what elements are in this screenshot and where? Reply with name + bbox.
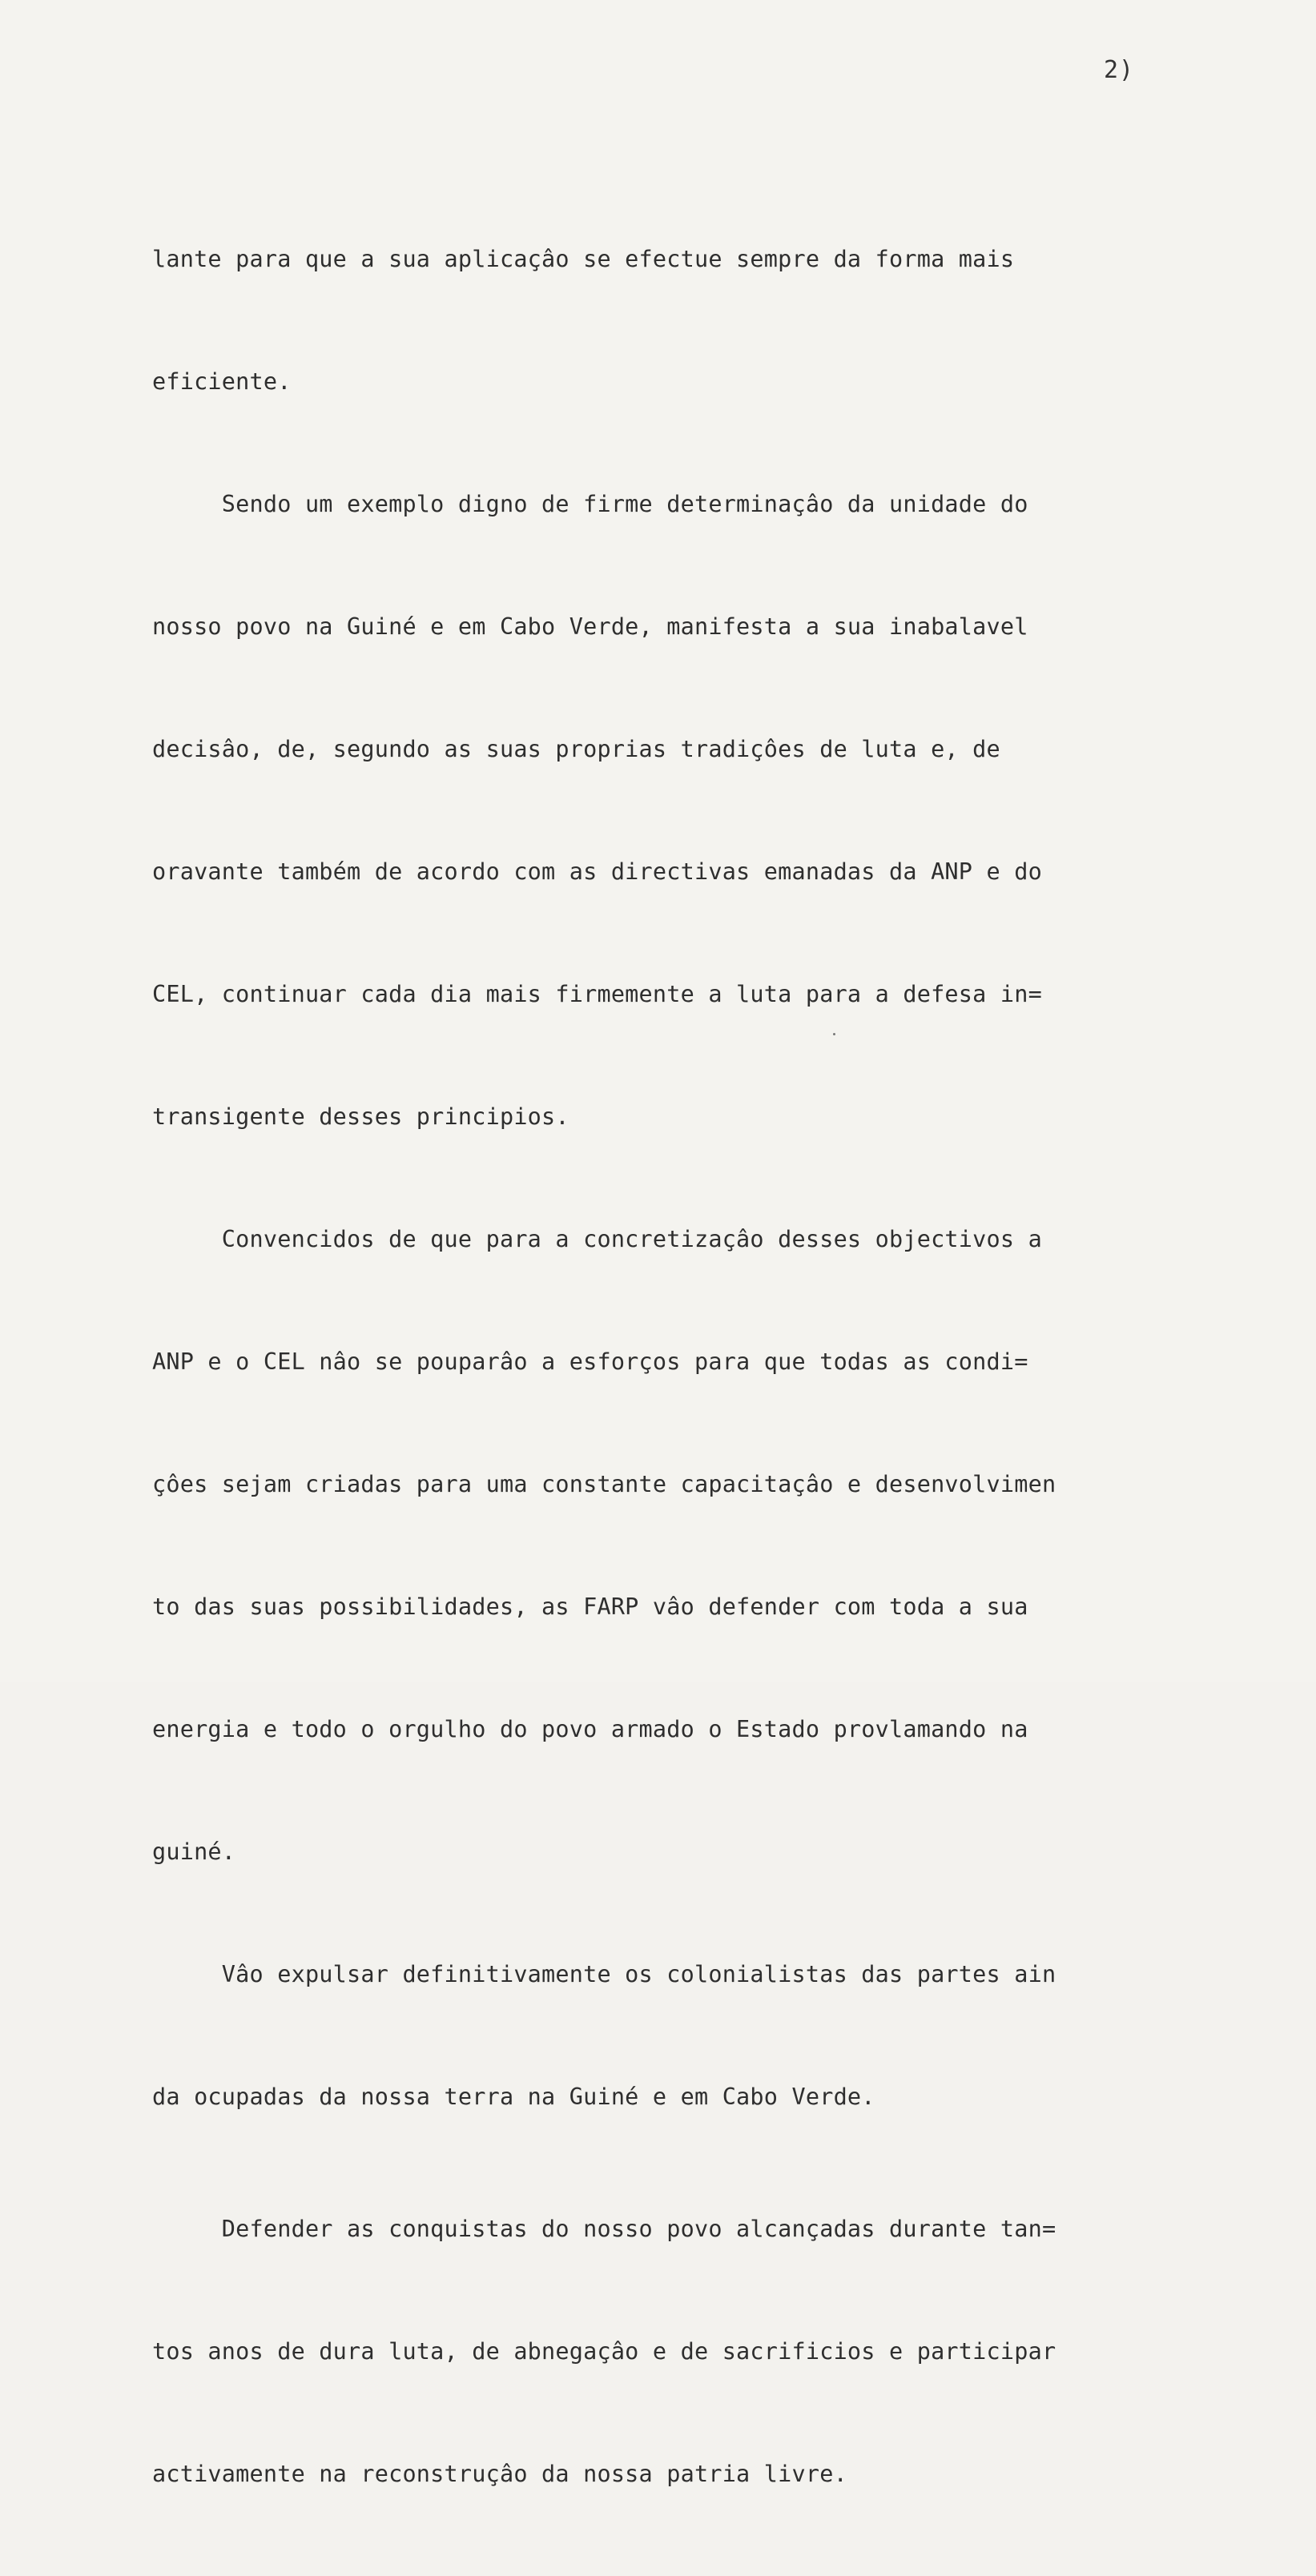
text-line: decisâo, de, segundo as suas proprias tradiçôes de luta e, de <box>152 736 1000 762</box>
text-line: transigente desses principios. <box>152 1103 569 1130</box>
text-line: energia e todo o orgulho do povo armado o Estado provlamando na <box>152 1716 1028 1742</box>
text-line: ANP e o CEL nâo se pouparâo a esforços para que todas as condi= <box>152 1348 1028 1375</box>
text-line: Defender as conquistas do nosso povo alcançadas durante tan= <box>152 2216 1056 2242</box>
text-line: eficiente. <box>152 368 292 395</box>
text-line: Sendo um exemplo digno de firme determinaçâo da unidade do <box>152 491 1028 517</box>
text-line: Vâo expulsar definitivamente os colonialistas das partes ain <box>152 1961 1056 1987</box>
text-line: to das suas possibilidades, as FARP vâo defender com toda a sua <box>152 1593 1028 1620</box>
text-line: activamente na reconstruçâo da nossa patria livre. <box>152 2461 847 2487</box>
page-number: 2) <box>1104 56 1135 84</box>
text-line: CEL, continuar cada dia mais firmemente a luta para a defesa in= <box>152 981 1042 1007</box>
text-line: çôes sejam criadas para uma constante capacitaçâo e desenvolvimen <box>152 1471 1056 1497</box>
text-line: guiné. <box>152 1839 236 1865</box>
text-line: oravante também de acordo com as directivas emanadas da ANP e do <box>152 858 1042 885</box>
text-line: da ocupadas da nossa terra na Guiné e em Cabo Verde. <box>152 2084 875 2110</box>
text-line: nosso povo na Guiné e em Cabo Verde, manifesta a sua inabalavel <box>152 613 1028 640</box>
text-line: tos anos de dura luta, de abnegaçâo e de sacrificios e participar <box>152 2338 1056 2365</box>
text-line: Convencidos de que para a concretizaçâo desses objectivos a <box>152 1226 1042 1252</box>
paper-speck <box>833 1033 835 1035</box>
text-line: lante para que a sua aplicaçâo se efectue sempre da forma mais <box>152 246 1015 272</box>
body-text <box>152 157 1209 2576</box>
